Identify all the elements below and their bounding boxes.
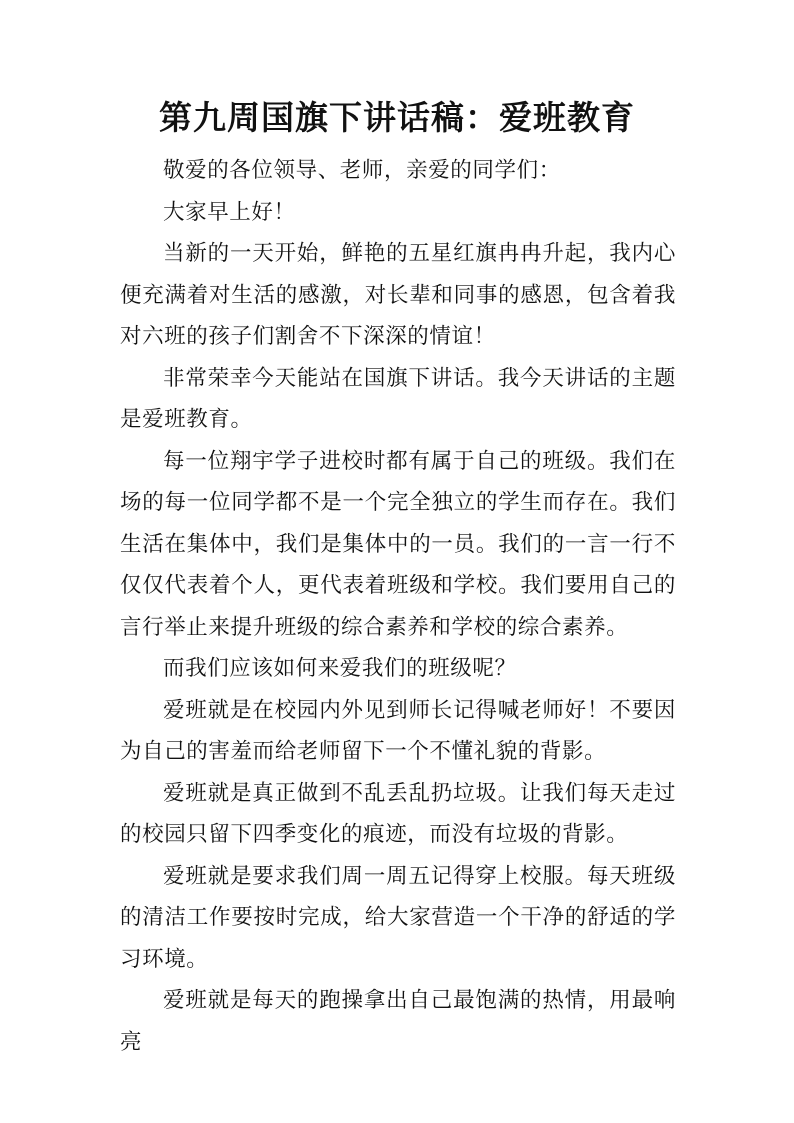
- paragraph-opening: 当新的一天开始，鲜艳的五星红旗冉冉升起，我内心便充满着对生活的感激，对长辈和同事的感恩，包含着我对六班的孩子们割舍不下深深的情谊！: [120, 241, 676, 349]
- paragraph-greeting: 敬爱的各位领导、老师，亲爱的同学们：: [163, 158, 561, 183]
- paragraph-collective: 每一位翔宇学子进校时都有属于自己的班级。我们在场的每一位同学都不是一个完全独立的学生而存在。我们生活在集体中，我们是集体中的一员。我们的一言一行不仅仅代表着个人，更代表着班级和学校。我们要用自己的言行举止来提升班级的综合素养和学校的综合素养。: [120, 448, 676, 640]
- document-title: 第九周国旗下讲话稿：爱班教育: [159, 98, 635, 137]
- paragraph-good-morning: 大家早上好！: [163, 199, 296, 225]
- paragraph-topic: 非常荣幸今天能站在国旗下讲话。我今天讲话的主题是爱班教育。: [120, 365, 676, 432]
- paragraph-greet-teachers: 爱班就是在校园内外见到师长记得喊老师好！不要因为自己的害羞而给老师留下一个不懂礼貌的背影。: [120, 697, 676, 764]
- paragraph-question: 而我们应该如何来爱我们的班级呢？: [163, 656, 517, 681]
- paragraph-no-litter: 爱班就是真正做到不乱丢乱扔垃圾。让我们每天走过的校园只留下四季变化的痕迹，而没有垃圾的背影。: [120, 780, 676, 847]
- paragraph-uniform: 爱班就是要求我们周一周五记得穿上校服。每天班级的清洁工作要按时完成，给大家营造一个干净的舒适的学习环境。: [120, 863, 676, 972]
- paragraph-running: 爱班就是每天的跑操拿出自己最饱满的热情，用最响亮: [120, 988, 676, 1055]
- document-body: [120, 150, 676, 1063]
